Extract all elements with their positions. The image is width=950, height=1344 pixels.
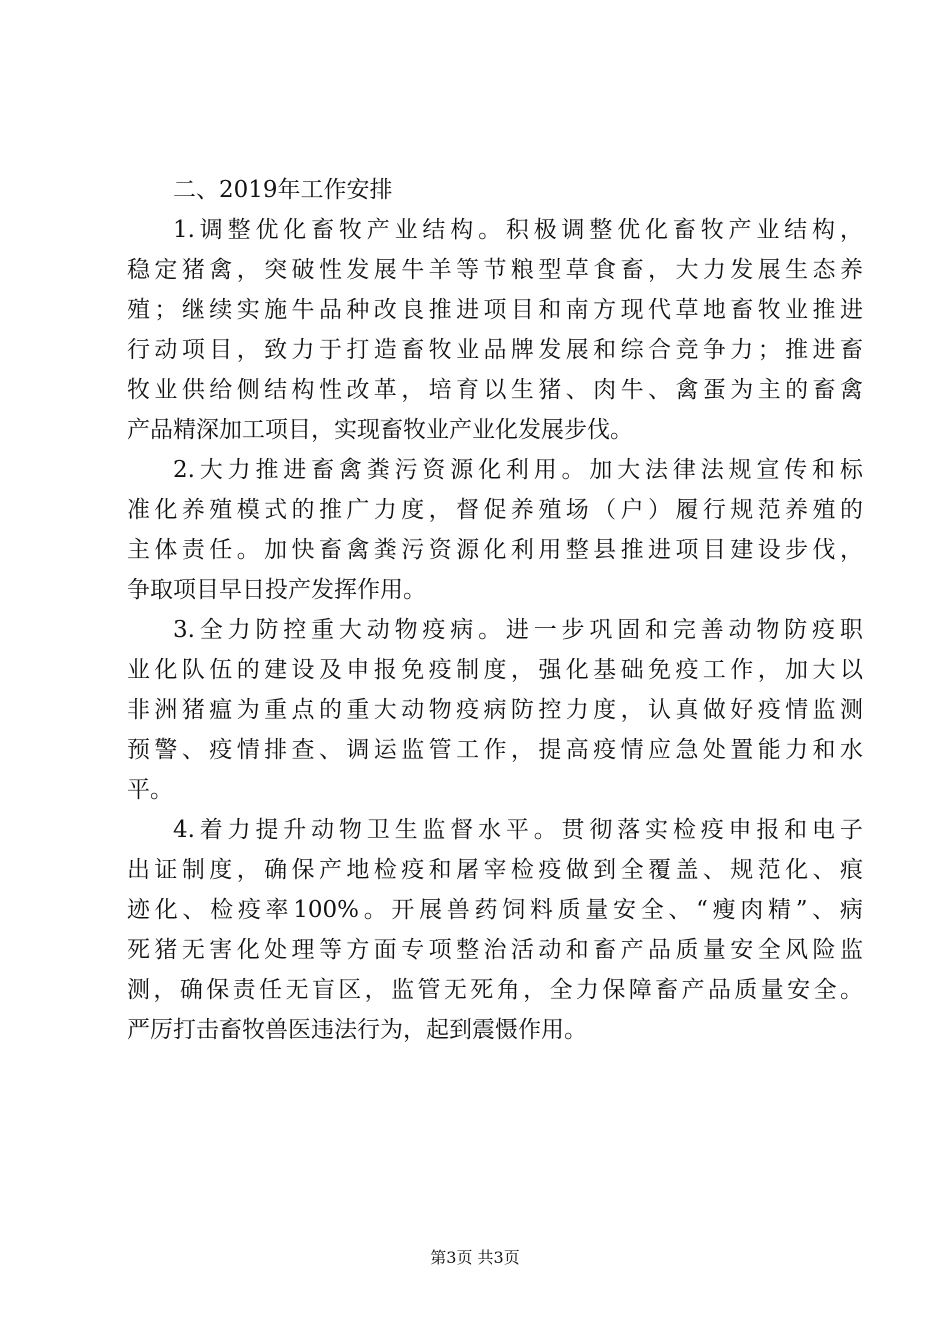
paragraph-1-line: 行 动 项 目 ， 致 力 于 打 造 畜 牧 业 品 牌 发 展 和 综 合 竞 争 力 ； 推 进 畜: [127, 337, 863, 363]
paragraph-4-line: 死 猪 无 害 化 处 理 等 方 面 专 项 整 治 活 动 和 畜 产 品 质 量 安 全 风 险 监: [127, 937, 863, 963]
paragraph-2-line: 准 化 养 殖 模 式 的 推 广 力 度 ， 督 促 养 殖 场 （ 户 ） 履 行 规 范 养 殖 的: [127, 497, 863, 523]
paragraph-2-line: 2. 大 力 推 进 畜 禽 粪 污 资 源 化 利 用 。 加 大 法 律 法 规 宣 传 和 标: [173, 457, 863, 483]
paragraph-3-line: 业 化 队 伍 的 建 设 及 申 报 免 疫 制 度 ， 强 化 基 础 免 疫 工 作 ， 加 大 以: [127, 657, 863, 683]
document-body: [127, 170, 863, 1050]
paragraph-4-line: 4. 着 力 提 升 动 物 卫 生 监 督 水 平 。 贯 彻 落 实 检 疫 申 报 和 电 子: [173, 817, 863, 843]
paragraph-1-line: 牧 业 供 给 侧 结 构 性 改 革 ， 培 育 以 生 猪 、 肉 牛 、 禽 蛋 为 主 的 畜 禽: [127, 377, 863, 403]
paragraph-3-line: 非 洲 猪 瘟 为 重 点 的 重 大 动 物 疫 病 防 控 力 度 ， 认 真 做 好 疫 情 监 测: [127, 697, 863, 723]
paragraph-1-line: 殖 ； 继 续 实 施 牛 品 种 改 良 推 进 项 目 和 南 方 现 代 草 地 畜 牧 业 推 进: [127, 297, 863, 323]
paragraph-3-line: 平。: [127, 777, 173, 803]
paragraph-4-line: 严厉打击畜牧兽医违法行为，起到震慑作用。: [127, 1017, 587, 1043]
paragraph-3-line: 预 警 、 疫 情 排 查 、 调 运 监 管 工 作 ， 提 高 疫 情 应 急 处 置 能 力 和 水: [127, 737, 863, 763]
paragraph-2-line: 争取项目早日投产发挥作用。: [127, 577, 426, 603]
paragraph-2-line: 主 体 责 任 。 加 快 畜 禽 粪 污 资 源 化 利 用 整 县 推 进 项 目 建 设 步 伐 ，: [127, 537, 863, 563]
paragraph-4-line: 出 证 制 度 ， 确 保 产 地 检 疫 和 屠 宰 检 疫 做 到 全 覆 盖 、 规 范 化 、 痕: [127, 857, 863, 883]
paragraph-4-line: 测 ， 确 保 责 任 无 盲 区 ， 监 管 无 死 角 ， 全 力 保 障 畜 产 品 质 量 安 全 。: [127, 977, 863, 1003]
paragraph-3-line: 3. 全 力 防 控 重 大 动 物 疫 病 。 进 一 步 巩 固 和 完 善 动 物 防 疫 职: [173, 617, 863, 643]
paragraph-4-line: 迹 化 、 检 疫 率 100% 。 开 展 兽 药 饲 料 质 量 安 全 、 “ 瘦 肉 精 ” 、 病: [127, 897, 863, 923]
paragraph-1-line: 稳 定 猪 禽 ， 突 破 性 发 展 牛 羊 等 节 粮 型 草 食 畜 ， 大 力 发 展 生 态 养: [127, 257, 863, 283]
page-number-footer: 第3页 共3页: [430, 1248, 520, 1267]
section-heading: 二、2019年工作安排: [173, 177, 393, 203]
paragraph-1-line: 产品精深加工项目，实现畜牧业产业化发展步伐。: [127, 417, 633, 443]
paragraph-1-line: 1. 调 整 优 化 畜 牧 产 业 结 构 。 积 极 调 整 优 化 畜 牧 产 业 结 构 ，: [173, 217, 863, 243]
